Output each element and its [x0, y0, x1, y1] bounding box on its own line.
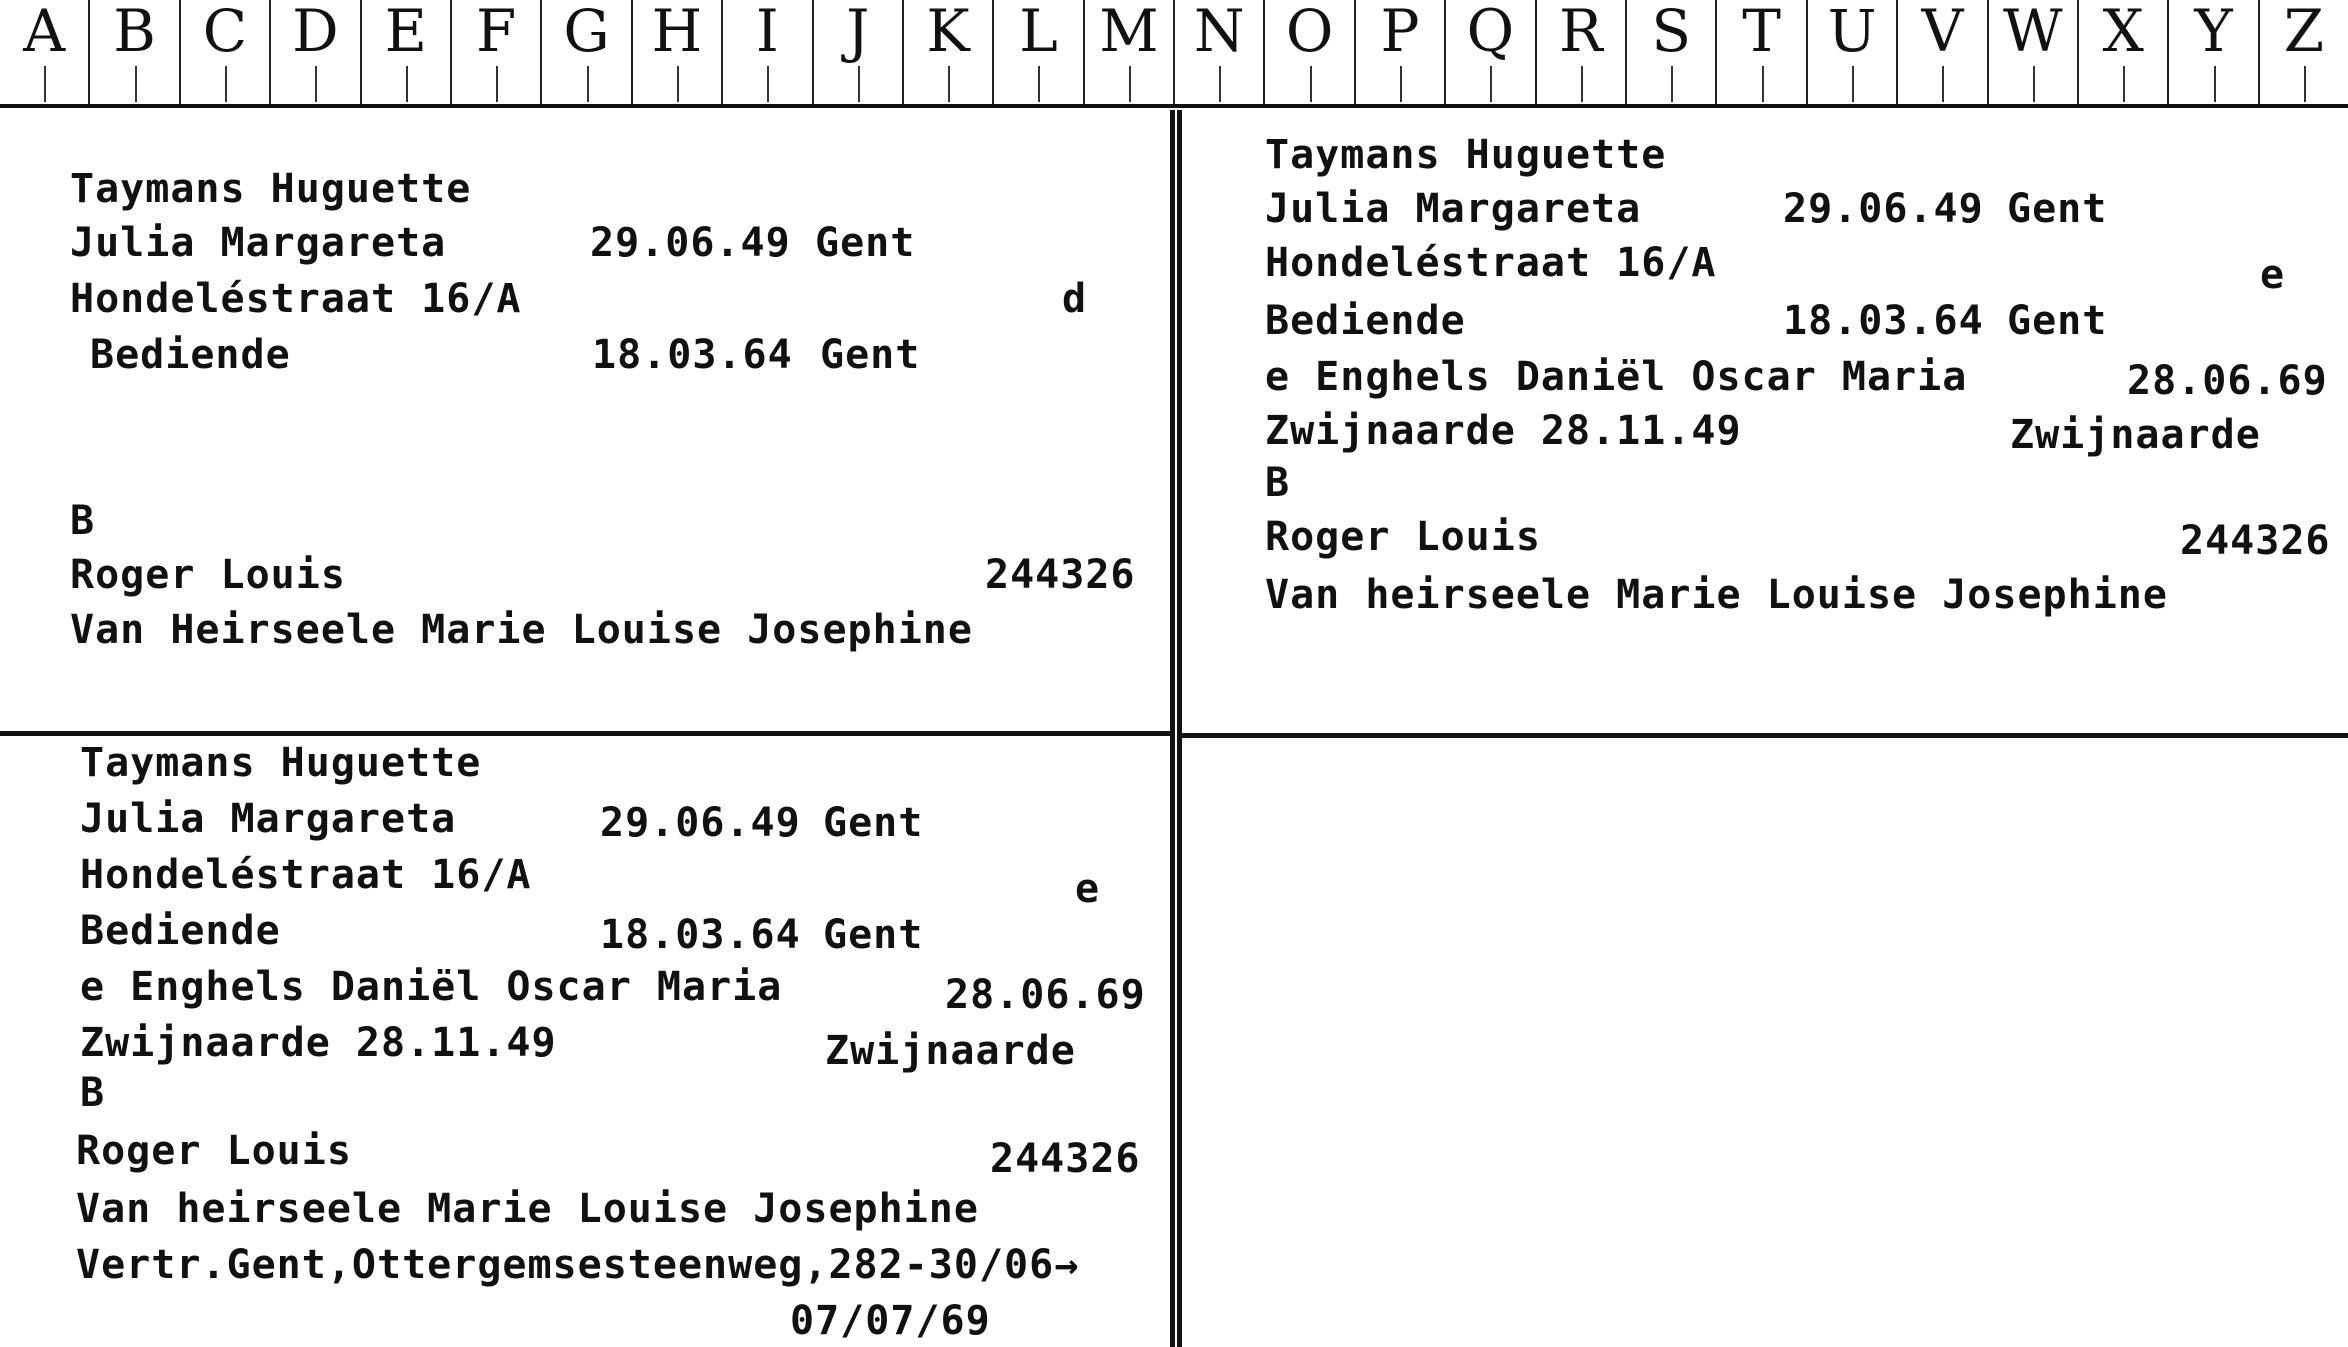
index-tab-k	[904, 0, 994, 104]
tab-tick-mark	[1942, 66, 1944, 102]
index-tab-w	[1989, 0, 2079, 104]
registration-place: Gent	[2007, 298, 2108, 344]
registration-date: 18.03.64	[1783, 298, 1984, 344]
person-name: Taymans Huguette	[1265, 132, 1667, 178]
index-tab-u	[1808, 0, 1898, 104]
vertical-divider-right	[1177, 110, 1182, 1347]
horizontal-divider-left	[0, 731, 1170, 736]
tab-tick-mark	[2123, 66, 2125, 102]
tab-tick-mark	[1038, 66, 1040, 102]
spouse-birth: Zwijnaarde 28.11.49	[80, 1020, 557, 1066]
tab-tick-mark	[1852, 66, 1854, 102]
horizontal-divider-right	[1182, 733, 2348, 738]
index-tab-label: E	[384, 0, 427, 65]
mother-name: Van heirseele Marie Louise Josephine	[1265, 572, 2168, 618]
tab-tick-mark	[406, 66, 408, 102]
registration-date: 18.03.64	[600, 912, 801, 958]
status-mark: e	[2260, 252, 2286, 298]
index-tab-i	[723, 0, 813, 104]
spouse-birth: Zwijnaarde 28.11.49	[1265, 408, 1742, 454]
tab-tick-mark	[1762, 66, 1764, 102]
index-tab-g	[542, 0, 632, 104]
index-tab-label: U	[1827, 0, 1877, 65]
tab-tick-mark	[2304, 66, 2306, 102]
birth-place: Gent	[815, 220, 916, 266]
index-tab-m	[1085, 0, 1175, 104]
status-mark: d	[1062, 276, 1088, 322]
index-tab-s	[1627, 0, 1717, 104]
occupation: Bediende	[1265, 298, 1466, 344]
record-number: 244326	[985, 552, 1136, 598]
tab-tick-mark	[677, 66, 679, 102]
birth-place: Gent	[823, 800, 924, 846]
marriage-date: 28.06.69	[945, 972, 1146, 1018]
address: Hondeléstraat 16/A	[1265, 240, 1717, 286]
index-tab-label: N	[1193, 0, 1245, 65]
index-tab-label: L	[1019, 0, 1058, 65]
index-tab-x	[2079, 0, 2169, 104]
index-tab-y	[2169, 0, 2259, 104]
index-tab-v	[1898, 0, 1988, 104]
index-tab-j	[814, 0, 904, 104]
tab-tick-mark	[496, 66, 498, 102]
registration-date: 18.03.64	[592, 332, 793, 378]
index-tab-label: H	[651, 0, 703, 65]
tab-tick-mark	[948, 66, 950, 102]
mother-name: Van Heirseele Marie Louise Josephine	[70, 607, 973, 653]
index-tab-o	[1265, 0, 1355, 104]
birth-place: Gent	[2007, 186, 2108, 232]
tab-tick-mark	[2033, 66, 2035, 102]
tab-tick-mark	[587, 66, 589, 102]
index-tab-label: K	[926, 0, 970, 65]
birth-date: 29.06.49	[1783, 186, 1984, 232]
record-number: 244326	[990, 1136, 1141, 1182]
index-tab-label: Z	[2283, 0, 2325, 65]
tab-tick-mark	[1400, 66, 1402, 102]
given-names: Julia Margareta	[1265, 186, 1642, 232]
index-tab-f	[452, 0, 542, 104]
index-tab-h	[633, 0, 723, 104]
tab-tick-mark	[1129, 66, 1131, 102]
person-name: Taymans Huguette	[80, 740, 482, 786]
index-tab-r	[1537, 0, 1627, 104]
index-tab-z	[2260, 0, 2348, 104]
index-tab-e	[362, 0, 452, 104]
index-tab-label: C	[202, 0, 248, 65]
index-tab-label: G	[563, 0, 610, 65]
address: Hondeléstraat 16/A	[70, 276, 522, 322]
birth-date: 29.06.49	[590, 220, 791, 266]
father-name: Roger Louis	[70, 552, 346, 598]
tab-tick-mark	[315, 66, 317, 102]
tab-tick-mark	[1219, 66, 1221, 102]
birth-date: 29.06.49	[600, 800, 801, 846]
index-tab-label: A	[23, 0, 66, 65]
index-tab-label: J	[846, 0, 870, 65]
index-tab-label: Q	[1466, 0, 1515, 65]
mother-name: Van heirseele Marie Louise Josephine	[76, 1186, 979, 1232]
index-tab-p	[1356, 0, 1446, 104]
status-mark: e	[1075, 866, 1101, 912]
marriage-place: Zwijnaarde	[825, 1028, 1076, 1074]
spouse-name: e Enghels Daniël Oscar Maria	[1265, 354, 1968, 400]
index-tab-label: W	[2002, 0, 2063, 65]
spouse-name: e Enghels Daniël Oscar Maria	[80, 964, 783, 1010]
index-tab-label: S	[1651, 0, 1692, 65]
letter-code: B	[1265, 460, 1291, 506]
index-tab-label: D	[292, 0, 339, 65]
father-name: Roger Louis	[1265, 514, 1541, 560]
index-tab-label: T	[1742, 0, 1781, 65]
tab-tick-mark	[1310, 66, 1312, 102]
index-tab-label: X	[2102, 0, 2144, 65]
given-names: Julia Margareta	[80, 796, 457, 842]
father-name: Roger Louis	[76, 1128, 352, 1174]
tab-tick-mark	[44, 66, 46, 102]
index-tab-label: P	[1380, 0, 1420, 65]
letter-code: B	[70, 498, 96, 544]
index-tab-b	[90, 0, 180, 104]
tab-tick-mark	[1581, 66, 1583, 102]
registration-place: Gent	[820, 332, 921, 378]
index-tab-label: B	[113, 0, 156, 65]
index-tab-l	[994, 0, 1084, 104]
index-tab-a	[0, 0, 90, 104]
index-tab-label: Y	[2194, 0, 2233, 65]
given-names: Julia Margareta	[70, 220, 447, 266]
index-tab-t	[1717, 0, 1807, 104]
letter-code: B	[80, 1070, 106, 1116]
marriage-date: 28.06.69	[2127, 358, 2328, 404]
record-number: 244326	[2180, 518, 2331, 564]
index-tab-d	[271, 0, 361, 104]
tab-tick-mark	[225, 66, 227, 102]
index-tab-q	[1446, 0, 1536, 104]
index-tab-label: O	[1285, 0, 1334, 65]
occupation: Bediende	[90, 332, 291, 378]
index-tab-label: R	[1559, 0, 1603, 65]
index-tab-c	[181, 0, 271, 104]
occupation: Bediende	[80, 908, 281, 954]
tab-tick-mark	[135, 66, 137, 102]
index-tab-label: V	[1921, 0, 1964, 65]
index-tab-label: M	[1099, 0, 1159, 65]
departure-note: Vertr.Gent,Ottergemsesteenweg,282-30/06→	[76, 1242, 1080, 1288]
alphabet-index-tabs	[0, 0, 2348, 108]
tab-tick-mark	[767, 66, 769, 102]
registration-place: Gent	[823, 912, 924, 958]
tab-tick-mark	[1671, 66, 1673, 102]
index-tab-label: I	[755, 0, 779, 65]
vertical-divider-left	[1170, 110, 1175, 1347]
tab-tick-mark	[2214, 66, 2216, 102]
tab-tick-mark	[858, 66, 860, 102]
departure-date: 07/07/69	[790, 1298, 991, 1344]
tab-tick-mark	[1490, 66, 1492, 102]
index-tab-label: F	[476, 0, 517, 65]
marriage-place: Zwijnaarde	[2010, 412, 2261, 458]
address: Hondeléstraat 16/A	[80, 852, 532, 898]
index-tab-n	[1175, 0, 1265, 104]
person-name: Taymans Huguette	[70, 166, 472, 212]
